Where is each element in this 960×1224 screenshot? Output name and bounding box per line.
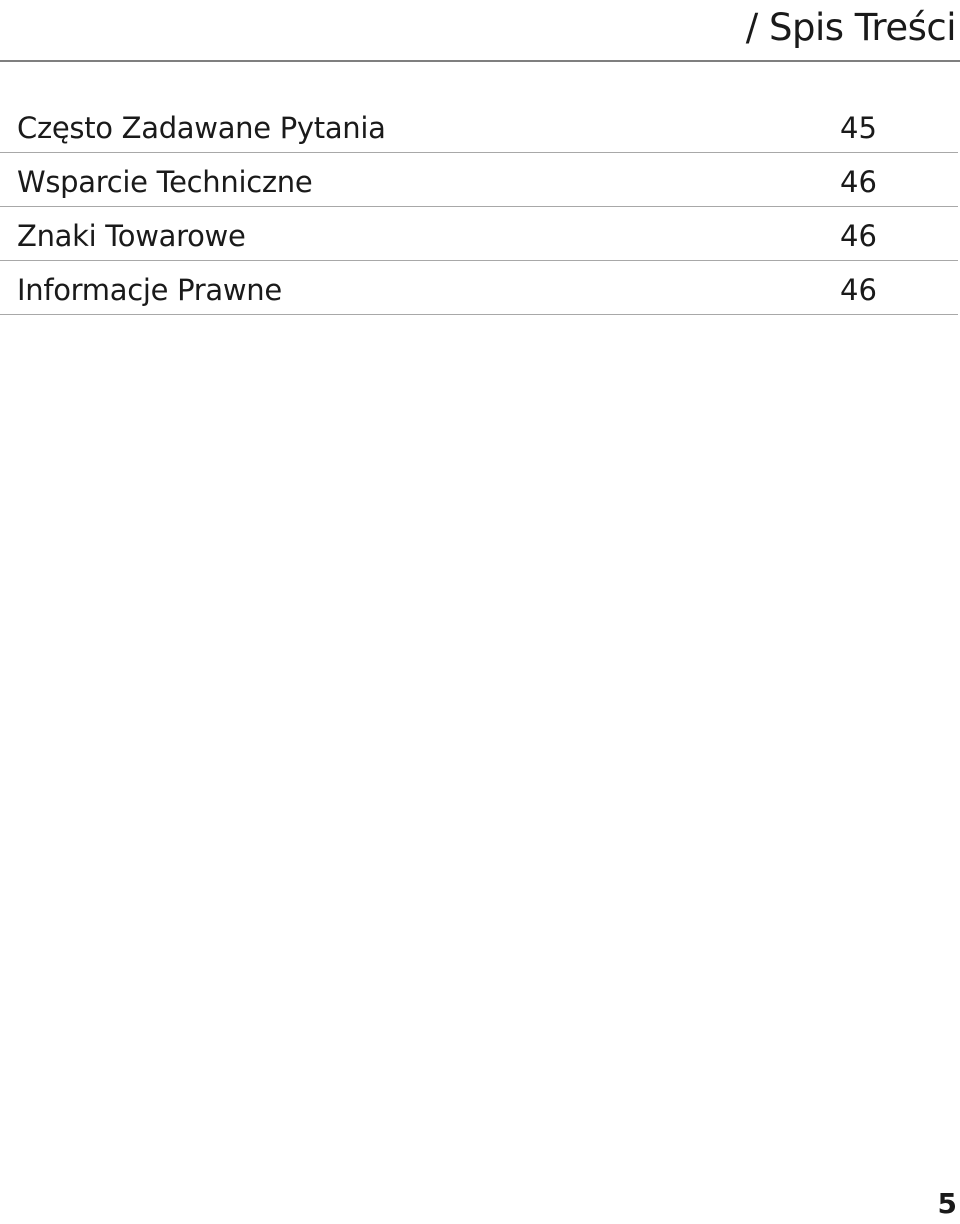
section-title: / Spis Treści [745, 6, 956, 49]
toc-entry[interactable] [0, 100, 958, 153]
toc-entry-title: Informacje Prawne [17, 273, 282, 307]
toc-entry-page: 46 [840, 165, 877, 199]
header-divider [0, 60, 960, 62]
toc-entry[interactable] [0, 262, 958, 315]
toc-entry-page: 46 [840, 273, 877, 307]
toc-entry-page: 46 [840, 219, 877, 253]
toc-entry-title: Znaki Towarowe [17, 219, 246, 253]
toc-entry-page: 45 [840, 111, 877, 145]
toc-entry[interactable] [0, 208, 958, 261]
toc-entry[interactable] [0, 154, 958, 207]
toc-entry-title: Wsparcie Techniczne [17, 165, 313, 199]
page-number: 5 [937, 1187, 957, 1220]
toc-entry-title: Często Zadawane Pytania [17, 111, 386, 145]
page-header [0, 0, 960, 62]
table-of-contents [0, 100, 958, 316]
